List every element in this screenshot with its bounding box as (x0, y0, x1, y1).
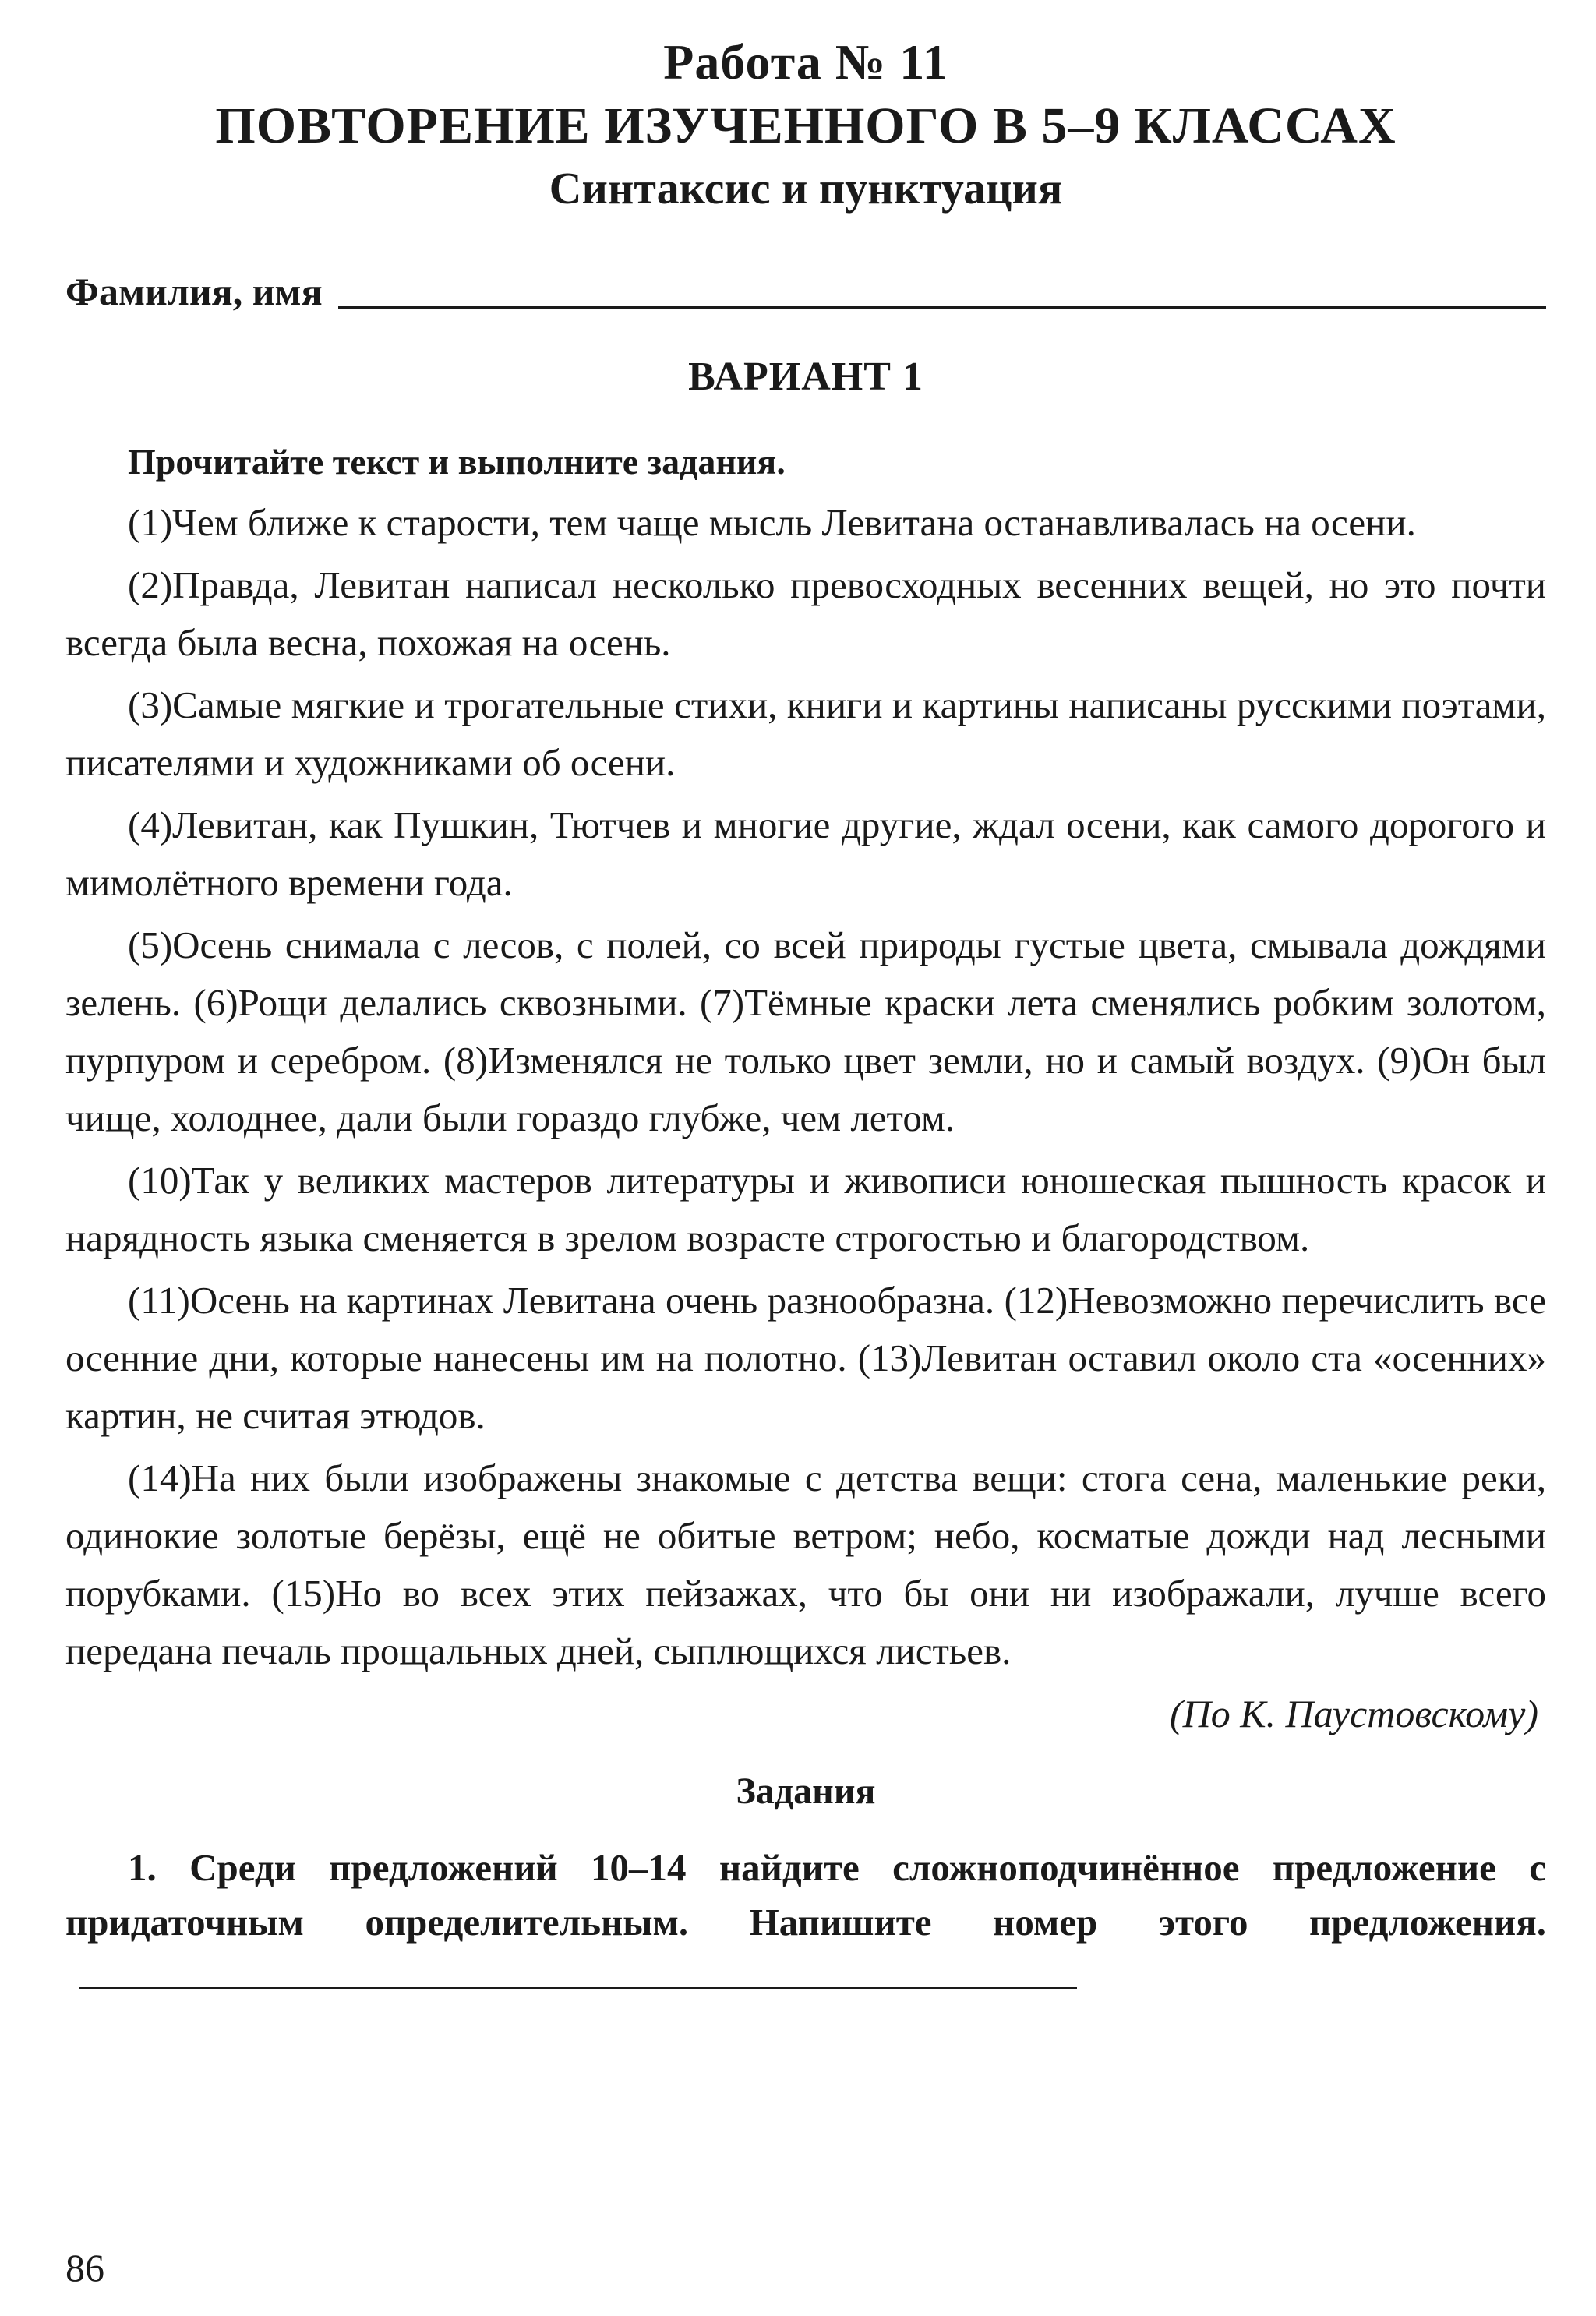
worksheet-page (65, 31, 1546, 2004)
text-paragraph: (11)Осень на картинах Левитана очень разнообразна. (12)Невозможно перечислить все осенние дни, которые нанесены им на полотно. (13)Левитан оставил около ста «осенних» картин, не считая этюдов. (65, 1279, 1546, 1437)
task-text: 1. Среди предложений 10–14 найдите сложноподчинённое предложение с придаточным определительным. Напишите номер этого предложения. (65, 1846, 1546, 1944)
text-paragraph: (4)Левитан, как Пушкин, Тютчев и многие другие, ждал осени, как самого дорогого и мимолётного времени года. (65, 803, 1546, 904)
text-paragraph: (3)Самые мягкие и трогательные стихи, книги и картины написаны русскими поэтами, писателями и художниками об осени. (65, 683, 1546, 784)
answer-line[interactable] (79, 1981, 1077, 1989)
text-paragraph: (14)На них были изображены знакомые с детства вещи: стога сена, маленькие реки, одинокие золотые берёзы, ещё не обитые ветром; небо, косматые дожди над лесными порубками. (15)Но во всех этих пейзажах, что бы они ни изображали, лучше всего передана печаль прощальных дней, сыплющихся листьев. (65, 1456, 1546, 1672)
text-author: (По К. Паустовскому) (1170, 1692, 1538, 1735)
work-topic: ПОВТОРЕНИЕ ИЗУЧЕННОГО В 5–9 КЛАССАХ (215, 97, 1396, 154)
name-field-line[interactable] (338, 305, 1546, 309)
text-paragraph: (1)Чем ближе к старости, тем чаще мысль Левитана останавливалась на осени. (128, 501, 1416, 544)
page-number: 86 (65, 2246, 104, 2290)
text-paragraph: (10)Так у великих мастеров литературы и живописи юношеская пышность красок и нарядность языка сменяется в зрелом возрасте строгостью и благородством. (65, 1159, 1546, 1259)
name-field-row (65, 259, 1546, 315)
text-paragraph: (5)Осень снимала с лесов, с полей, со всей природы густые цвета, смывала дождями зелень. (6)Рощи делались сквозными. (7)Тёмные краски лета сменялись робким золотом, пурпуром и серебром. (8)Изменялся не только цвет земли, но и самый воздух. (9)Он был чище, холоднее, дали были гораздо глубже, чем летом. (65, 923, 1546, 1139)
work-subtitle: Синтаксис и пунктуация (549, 163, 1063, 214)
work-title: Работа № 11 (663, 34, 948, 90)
text-paragraph: (2)Правда, Левитан написал несколько превосходных весенних вещей, но это почти всегда была весна, похожая на осень. (65, 563, 1546, 664)
tasks-heading: Задания (736, 1771, 876, 1812)
task-item (65, 1841, 1546, 2004)
reading-text (65, 494, 1546, 1680)
variant-heading: ВАРИАНТ 1 (688, 355, 923, 399)
header (65, 31, 1546, 218)
instruction: Прочитайте текст и выполните задания. (128, 442, 786, 482)
name-field-label: Фамилия, имя (65, 270, 323, 313)
